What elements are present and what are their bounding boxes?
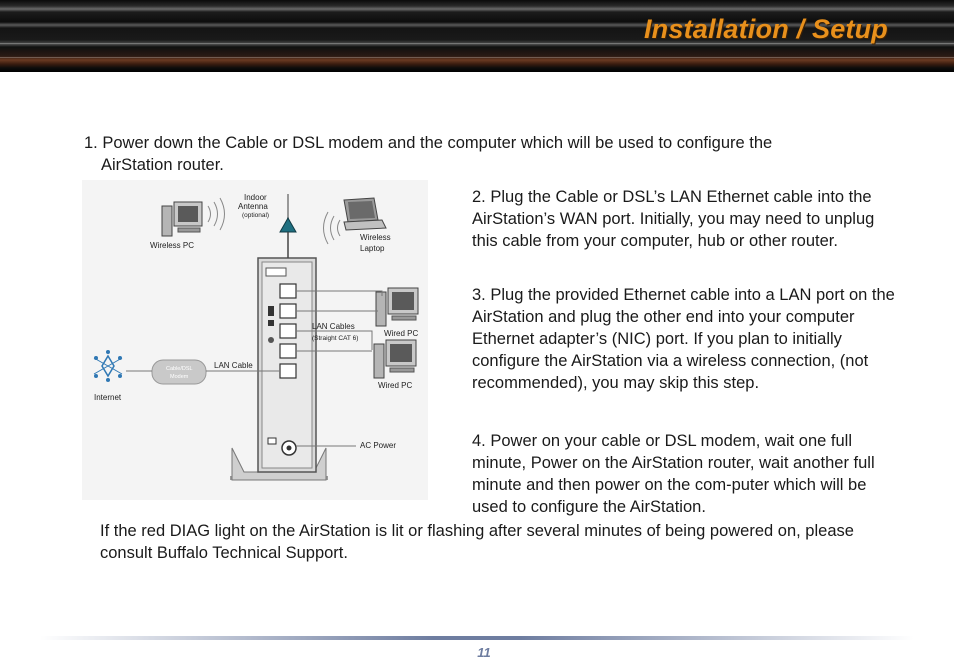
- label-ac-power: AC Power: [360, 441, 397, 450]
- network-diagram: [82, 180, 428, 500]
- label-cable-dsl: Cable/DSL: [166, 366, 193, 372]
- modem-icon: [152, 360, 206, 384]
- wan-port: [280, 364, 296, 378]
- internet-icon: [94, 350, 122, 382]
- label-antenna: Antenna: [238, 202, 268, 211]
- label-wired-pc-1: Wired PC: [384, 329, 419, 338]
- label-optional: (optional): [242, 212, 270, 219]
- page-number: 11: [477, 645, 491, 660]
- label-wireless: Wireless: [360, 233, 391, 242]
- step-1: [84, 132, 884, 176]
- network-diagram-svg: [82, 180, 428, 500]
- wireless-pc-icon: [162, 198, 225, 236]
- step-4: 4. Power on your cable or DSL modem, wait one full minute, Power on the AirStation router, wait another full minute and then power on the com-puter which will be used to configure the AirStation.: [472, 432, 875, 516]
- label-modem: Modem: [170, 374, 189, 380]
- label-indoor: Indoor: [244, 193, 267, 202]
- step-3: 3. Plug the provided Ethernet cable into a LAN port on the AirStation and plug the other end into your computer Ethernet adapter’s (NIC) port. If you plan to initially configure the AirStation via a wireless connection, (not recommended), you may skip this step.: [472, 286, 895, 392]
- label-wired-pc-2: Wired PC: [378, 381, 413, 390]
- lan-port: [280, 284, 296, 298]
- label-internet: Internet: [94, 393, 122, 402]
- antenna-icon: [280, 218, 296, 232]
- label-wireless-pc: Wireless PC: [150, 241, 195, 250]
- step-1-line-1: 1. Power down the Cable or DSL modem and the computer which will be used to configure the: [84, 134, 773, 152]
- footer-divider: [40, 636, 914, 640]
- step-1-line-2: AirStation router.: [101, 156, 224, 174]
- lan-port: [280, 344, 296, 358]
- label-lan-cables: LAN Cables: [312, 322, 355, 331]
- step-2: 2. Plug the Cable or DSL’s LAN Ethernet cable into the AirStation’s WAN port. Initially, you may need to unplug this cable from your computer, hub or other router.: [472, 188, 875, 250]
- lan-port: [280, 304, 296, 318]
- lan-port: [280, 324, 296, 338]
- support-note: If the red DIAG light on the AirStation is lit or flashing after several minutes of being powered on, please consult Buffalo Technical Support.: [100, 522, 854, 562]
- label-laptop: Laptop: [360, 244, 385, 253]
- label-lan-cable: LAN Cable: [214, 361, 253, 370]
- label-straight-cat6: (Straight CAT 6): [312, 335, 359, 342]
- page-title: Installation / Setup: [643, 14, 888, 44]
- wired-pc-icon: [374, 340, 416, 378]
- header-divider: [0, 57, 954, 58]
